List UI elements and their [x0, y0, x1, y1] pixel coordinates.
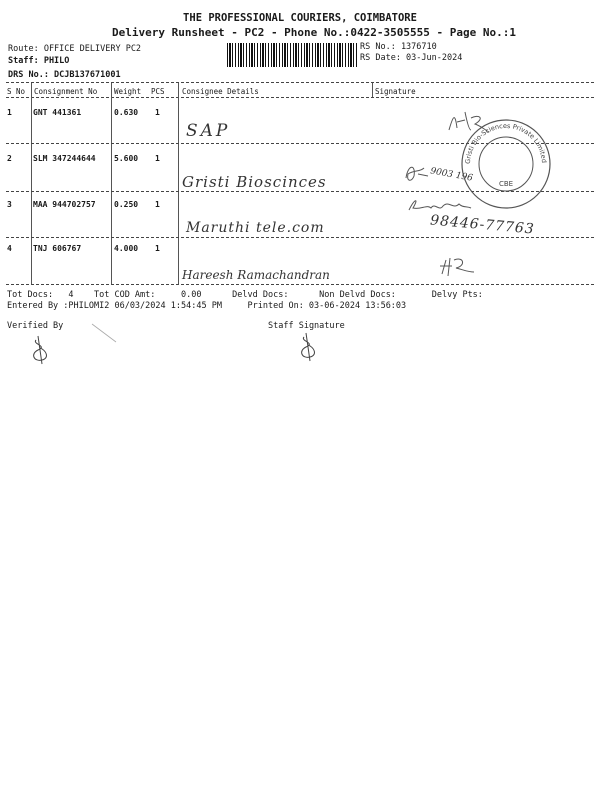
barcode [227, 43, 357, 67]
row-separator [6, 237, 594, 238]
verified-by-signature [28, 334, 54, 366]
stamp-ring-text: Gristi Bio-Sciences Private Limited [463, 121, 549, 165]
row-consignment: GNT 441361 [33, 108, 82, 117]
signature-phone-row2: 9003 196 [429, 166, 474, 184]
column-divider [31, 83, 32, 285]
route-label: Route: OFFICE DELIVERY PC2 [8, 44, 142, 54]
row-consignment: TNJ 606767 [33, 244, 82, 253]
row-weight: 0.630 [114, 108, 139, 117]
row-consignee: Hareesh Ramachandran [182, 268, 330, 282]
signature-row4 [436, 254, 476, 278]
row-pcs: 1 [155, 200, 160, 209]
column-divider [111, 83, 112, 285]
col-header-weight: Weight [114, 87, 142, 96]
table-top-rule [6, 82, 594, 83]
row-consignee: Maruthi tele.com [186, 220, 325, 236]
col-header-signature: Signature [375, 87, 416, 96]
staff-signature-label: Staff Signature [268, 321, 345, 331]
row-pcs: 1 [155, 244, 160, 253]
company-stamp [460, 118, 552, 210]
row-pcs: 1 [155, 154, 160, 163]
verified-by-label: Verified By [7, 321, 64, 331]
row-pcs: 1 [155, 108, 160, 117]
col-header-sno: S No [7, 87, 26, 96]
stamp-center-text: CBE [498, 180, 514, 188]
rs-number: RS No.: 1376710 [360, 42, 437, 52]
row-consignee: SAP [186, 121, 231, 141]
stray-mark [90, 322, 120, 344]
header-bottom-rule [6, 97, 594, 98]
signature-row2 [402, 160, 432, 185]
row-weight: 0.250 [114, 200, 139, 209]
drs-number: DRS No.: DCJB137671001 [8, 70, 121, 80]
runsheet-title: Delivery Runsheet - PC2 - Phone No.:0422-3505555 - Page No.:1 [112, 26, 516, 39]
row-consignment: SLM 347244644 [33, 154, 96, 163]
row-sno: 1 [7, 108, 12, 117]
rs-date: RS Date: 03-Jun-2024 [360, 53, 463, 63]
staff-signature [296, 331, 322, 363]
col-header-pcs: PCS [151, 87, 165, 96]
row-sno: 3 [7, 200, 12, 209]
col-header-consignment: Consignment No [34, 87, 98, 96]
entered-by-line: Entered By :PHILOMI2 06/03/2024 1:54:45 PM Printed On: 03-06-2024 13:56:03 [7, 301, 407, 311]
row-consignment: MAA 944702757 [33, 200, 96, 209]
row-consignee: Gristi Bioscinces [182, 173, 327, 191]
staff-label: Staff: PHILO [8, 56, 70, 66]
svg-text:Gristi Bio-Sciences Private Li [464, 122, 548, 164]
column-divider [178, 83, 179, 285]
row-sno: 2 [7, 154, 12, 163]
table-bottom-rule [6, 284, 594, 285]
company-name: THE PROFESSIONAL COURIERS, COIMBATORE [183, 12, 417, 24]
signature-phone-row3: 98446-77763 [429, 212, 536, 238]
row-weight: 4.000 [114, 244, 139, 253]
totals-line: Tot Docs: 4 Tot COD Amt: 0.00 Delvd Docs: Non Delvd Docs: Delvy Pts: [7, 290, 483, 300]
column-divider [372, 83, 373, 97]
col-header-consignee: Consignee Details [182, 87, 259, 96]
row-sno: 4 [7, 244, 12, 253]
row-weight: 5.600 [114, 154, 139, 163]
